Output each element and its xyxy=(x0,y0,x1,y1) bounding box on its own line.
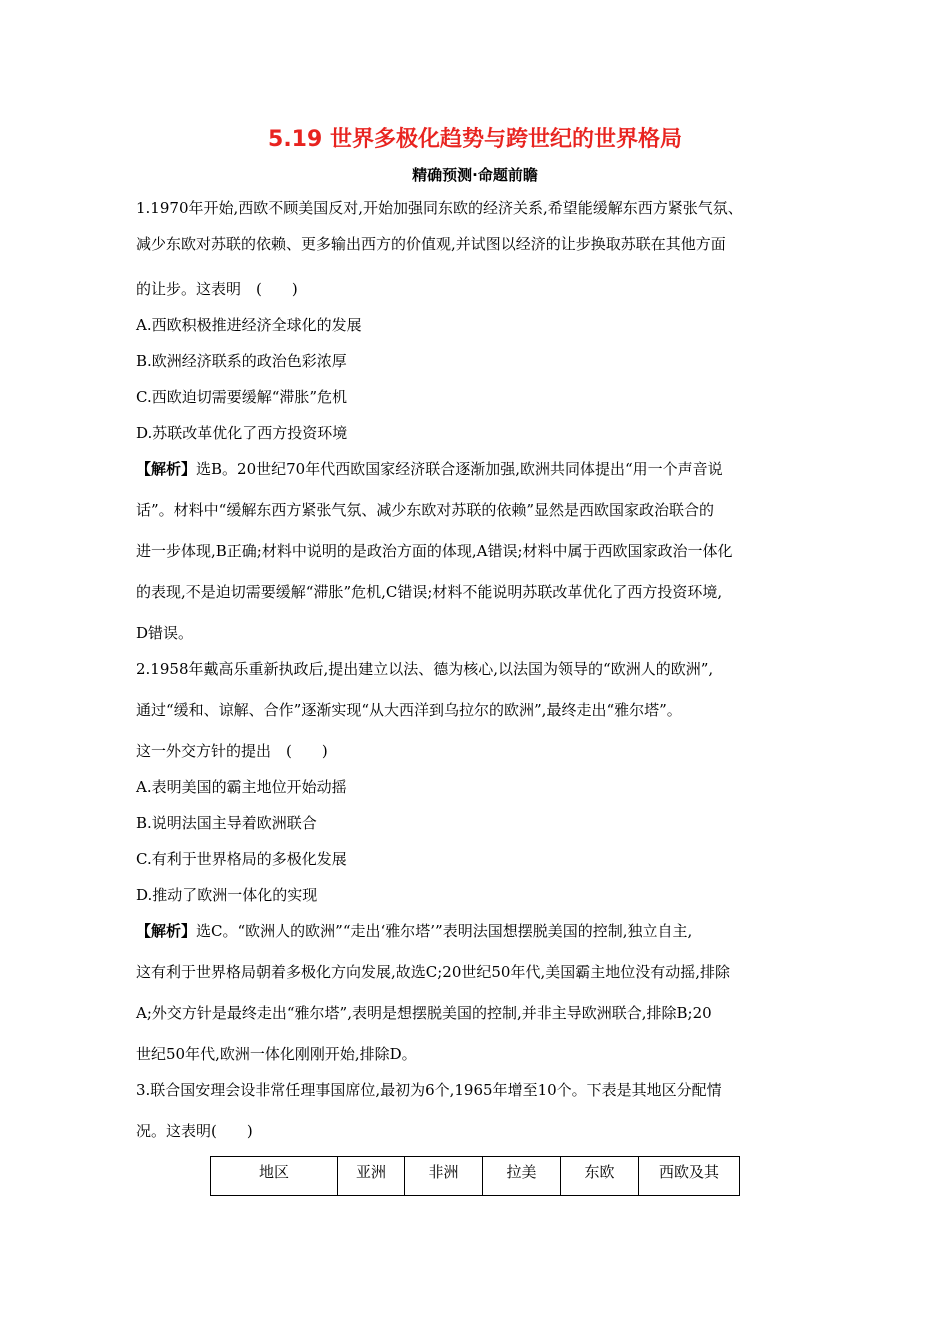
q2-analysis-text: 选C。“欧洲人的欧洲”“走出‘雅尔塔’”表明法国想摆脱美国的控制,独立自主, xyxy=(196,922,693,940)
q2-option-c: C.有利于世界格局的多极化发展 xyxy=(136,850,347,868)
q1-analysis-line xyxy=(136,459,723,479)
q2-stem-line: 2.1958年戴高乐重新执政后,提出建立以法、德为核心,以法国为领导的“欧洲人的欧洲”, xyxy=(136,660,714,678)
q2-analysis-line: 这有利于世界格局朝着多极化方向发展,故选C;20世纪50年代,美国霸主地位没有动摇,排除 xyxy=(136,963,731,981)
table-header-cell: 拉美 xyxy=(483,1157,561,1196)
q2-analysis-label: 【解析】 xyxy=(136,922,197,940)
q1-stem-line: 减少东欧对苏联的依赖、更多输出西方的价值观,并试图以经济的让步换取苏联在其他方面 xyxy=(136,235,726,253)
q1-analysis-line: 话”。材料中“缓解东西方紧张气氛、减少东欧对苏联的依赖”显然是西欧国家政治联合的 xyxy=(136,501,715,519)
q1-option-b: B.欧洲经济联系的政治色彩浓厚 xyxy=(136,352,347,370)
q1-stem-line: 1.1970年开始,西欧不顾美国反对,开始加强同东欧的经济关系,希望能缓解东西方紧张气氛、 xyxy=(136,199,743,217)
q2-analysis-line xyxy=(136,921,692,941)
q2-option-a: A.表明美国的霸主地位开始动摇 xyxy=(136,778,347,796)
q1-option-d: D.苏联改革优化了西方投资环境 xyxy=(136,424,348,442)
q1-analysis-line: 进一步体现,B正确;材料中说明的是政治方面的体现,A错误;材料中属于西欧国家政治一体化 xyxy=(136,542,733,560)
q2-analysis-line: 世纪50年代,欧洲一体化刚刚开始,排除D。 xyxy=(136,1045,417,1063)
q3-stem-line: 3.联合国安理会设非常任理事国席位,最初为6个,1965年增至10个。下表是其地区分配情 xyxy=(136,1081,722,1099)
page-title: 5.19 世界多极化趋势与跨世纪的世界格局 xyxy=(268,127,682,152)
q1-analysis-text: 选B。20世纪70年代西欧国家经济联合逐渐加强,欧洲共同体提出“用一个声音说 xyxy=(196,460,723,478)
q1-option-c: C.西欧迫切需要缓解“滞胀”危机 xyxy=(136,388,348,406)
q1-stem-line: 的让步。这表明 ( ) xyxy=(136,280,298,298)
q2-option-d: D.推动了欧洲一体化的实现 xyxy=(136,886,318,904)
table-header-cell: 亚洲 xyxy=(338,1157,405,1196)
q1-analysis-line: 的表现,不是迫切需要缓解“滞胀”危机,C错误;材料不能说明苏联改革优化了西方投资环境, xyxy=(136,583,723,601)
q2-option-b: B.说明法国主导着欧洲联合 xyxy=(136,814,317,832)
table-header-cell: 西欧及其 xyxy=(639,1157,740,1196)
q1-analysis-label: 【解析】 xyxy=(136,460,197,478)
table-header-cell: 地区 xyxy=(211,1157,338,1196)
table-header-row xyxy=(211,1157,740,1196)
q2-stem-line: 这一外交方针的提出 ( ) xyxy=(136,742,328,760)
q1-analysis-line: D错误。 xyxy=(136,624,194,642)
q2-stem-line: 通过“缓和、谅解、合作”逐渐实现“从大西洋到乌拉尔的欧洲”,最终走出“雅尔塔”。 xyxy=(136,701,682,719)
q2-analysis-line: A;外交方针是最终走出“雅尔塔”,表明是想摆脱美国的控制,并非主导欧洲联合,排除B;20 xyxy=(136,1004,712,1022)
table-header-cell: 东欧 xyxy=(561,1157,639,1196)
page-subtitle: 精确预测·命题前瞻 xyxy=(412,166,538,184)
q1-option-a: A.西欧积极推进经济全球化的发展 xyxy=(136,316,362,334)
table-header-cell: 非洲 xyxy=(405,1157,483,1196)
region-allocation-table xyxy=(210,1156,740,1196)
q3-stem-line: 况。这表明( ) xyxy=(136,1122,253,1140)
